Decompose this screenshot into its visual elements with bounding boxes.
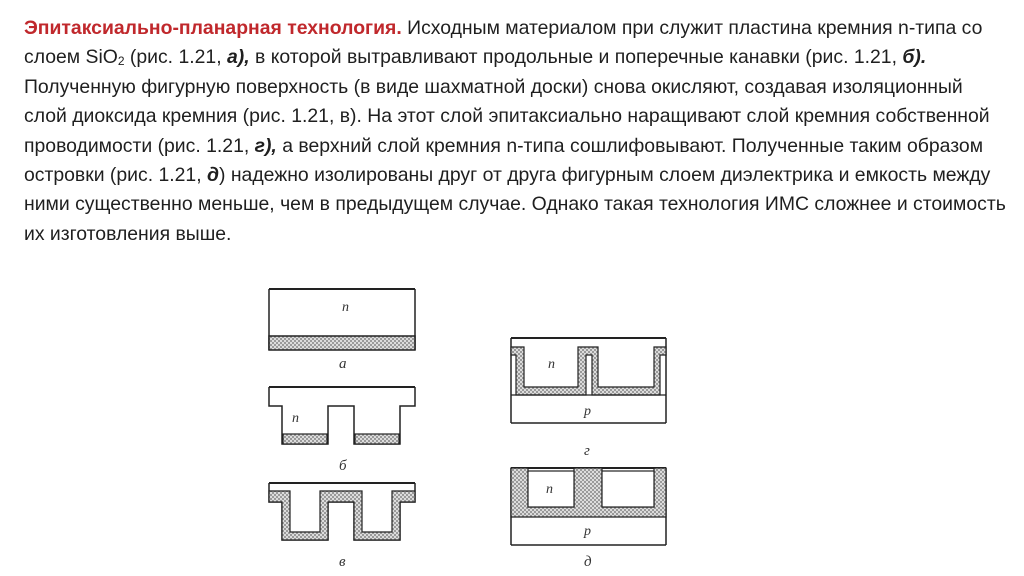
figure-ref-d: д	[207, 164, 219, 187]
section-heading: Эпитаксиально-планарная технология.	[24, 17, 402, 39]
figure-d-label-p: p	[584, 524, 591, 539]
text-run-1: Исходным материалом при служит пластина кремния n-типа со слоем SiO	[24, 17, 983, 69]
figure-g-label-p: p	[584, 404, 591, 419]
figure-a-label-n: n	[342, 300, 349, 315]
figure-ref-a: а),	[226, 46, 250, 69]
figure-b-caption: б	[339, 458, 347, 474]
figure-d-diagram	[506, 465, 671, 550]
figure-a-diagram	[262, 286, 422, 356]
text-run-5: а верхний слой кремния n-типа сошлифовывают. Полученные таким образом островки (рис. 1.21,	[24, 134, 984, 187]
text-run-6: ) надежно изолированы друг от друга фигурным слоем диэлектрика и емкость между ними существенно меньше, чем в предыдущем случае. Однако такая технология ИМС сложнее и стоимость их изготовления выше.	[24, 164, 1006, 245]
figure-a-caption: а	[339, 356, 347, 372]
figure-g-label-n: n	[548, 357, 555, 372]
text-run-2: (рис. 1.21,	[124, 46, 227, 69]
figure-d-label-n: n	[546, 482, 553, 497]
figure-v-diagram	[262, 480, 422, 548]
subscript-2: 2	[117, 54, 125, 69]
text-run-4: Полученную фигурную поверхность (в виде шахматной доски) снова окисляют, создавая изоляционный слой диоксида кремния (рис. 1.21, в). На этот слой эпитаксиально наращивают слой кремния собственной проводимости (рис. 1.21,	[24, 75, 990, 157]
body-paragraph	[24, 14, 1009, 249]
text-run-3: в которой вытравливают продольные и поперечные канавки (рис. 1.21,	[249, 46, 903, 69]
figure-g-diagram	[506, 335, 671, 430]
figure-ref-b: б).	[902, 46, 927, 69]
figure-b-diagram	[262, 384, 422, 454]
figure-g-caption: г	[584, 443, 590, 459]
figure-v-caption: в	[339, 554, 346, 570]
figure-d-caption: д	[584, 554, 592, 570]
figure-b-label-n: n	[292, 411, 299, 426]
figure-ref-g: г),	[254, 134, 277, 157]
